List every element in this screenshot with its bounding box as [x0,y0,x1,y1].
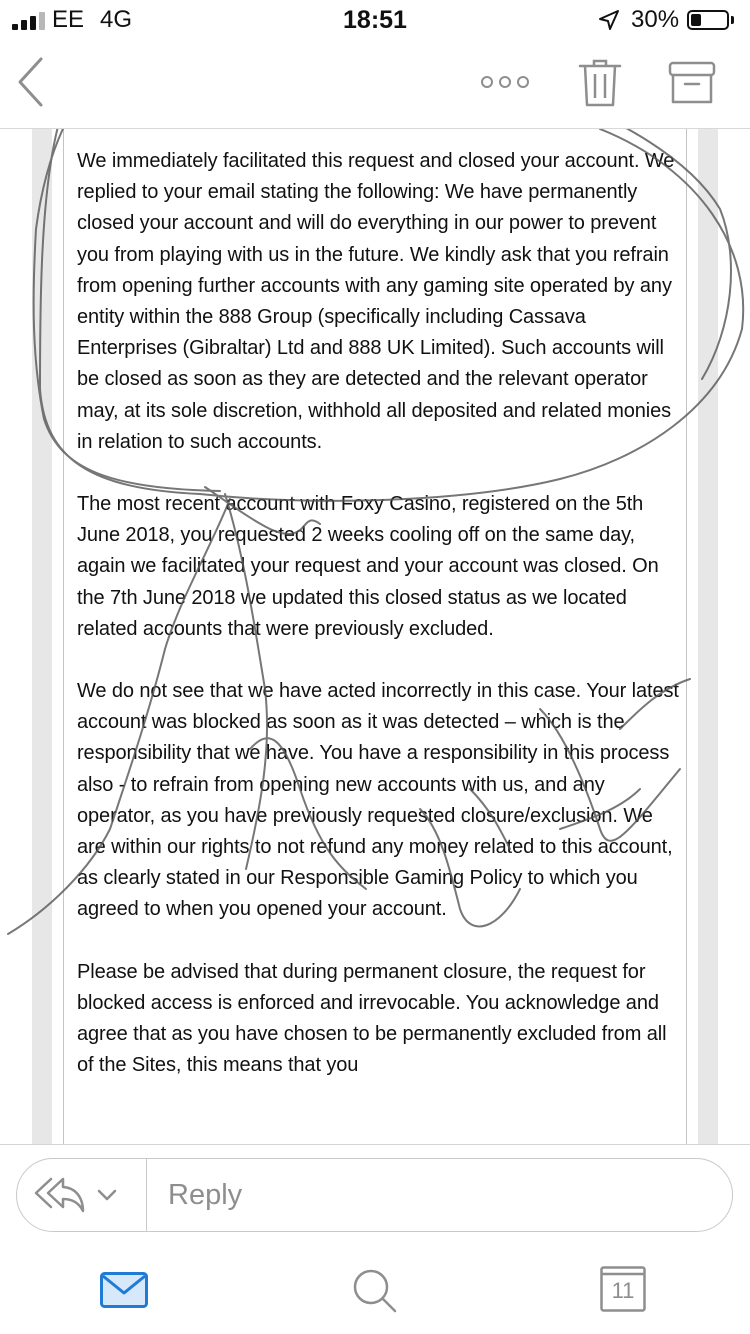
reply-bar [0,1144,750,1245]
message-view[interactable] [0,129,750,1144]
reply-all-icon[interactable] [33,1175,85,1215]
scroll-gutter-left [32,129,52,1144]
calendar-day: 11 [611,1278,635,1303]
message-paragraph: Please be advised that during permanent closure, the request for blocked access is enforced and irrevocable. You acknowledge and agree that as you have chosen to be permanently excluded from all of the Sites, this means that you [77,960,667,1077]
network-type: 4G [100,6,133,33]
tab-bar [0,1244,750,1334]
battery-icon [687,10,729,30]
battery-cap [731,16,734,24]
trash-icon[interactable] [578,58,622,108]
chevron-down-icon[interactable] [97,1189,117,1201]
location-arrow-icon [597,8,621,32]
search-icon[interactable] [352,1268,398,1314]
status-bar [0,0,750,40]
reply-divider [146,1159,147,1231]
carrier-name: EE [52,6,85,33]
message-paragraph: The most recent account with Foxy Casino, registered on the 5th June 2018, you requested 2 weeks cooling off on the same day, again we facilitated your request and your account was closed. On the 7th June 2018 we updated this closed status as we located related accounts that were previously excluded. [77,493,659,640]
quote-border-right [686,129,687,1144]
quote-border-left [63,129,64,1144]
back-chevron-icon[interactable] [16,56,46,108]
reply-field[interactable] [16,1158,733,1232]
clock: 18:51 [343,6,407,34]
archive-icon[interactable] [668,60,716,106]
battery-fill [691,14,701,26]
message-paragraph: We do not see that we have acted incorrectly in this case. Your latest account was blocked as soon as it was detected – which is the responsibility that we have. You have a responsibility in this process also - to refrain from opening new accounts with us, and any operator, as you have previously requested closure/exclusion. We are within our rights to not refund any money related to this account, as clearly stated in our Responsible Gaming Policy to which you agreed to when you opened your account. [77,680,679,921]
nav-bar [0,40,750,129]
reply-placeholder[interactable]: Reply [168,1179,243,1211]
mail-icon[interactable] [100,1272,148,1308]
battery-percent: 30% [631,6,680,33]
more-options-icon[interactable] [478,72,532,92]
scroll-gutter-right [698,129,718,1144]
message-body [77,146,679,1112]
message-paragraph: We immediately facilitated this request and closed your account. We replied to your email stating the following: We have permanently closed your account and will do everything in our power to prevent you from playing with us in the future. We kindly ask that you refrain from opening further accounts with any gaming site operated by any entity within the 888 Group (specifically including Cassava Enterprises (Gibraltar) Ltd and 888 UK Limited). Such accounts will be closed as soon as they are detected and the relevant operator may, at its sole discretion, withhold all deposited and related monies in relation to such accounts. [77,150,675,453]
calendar-icon[interactable] [600,1266,646,1312]
